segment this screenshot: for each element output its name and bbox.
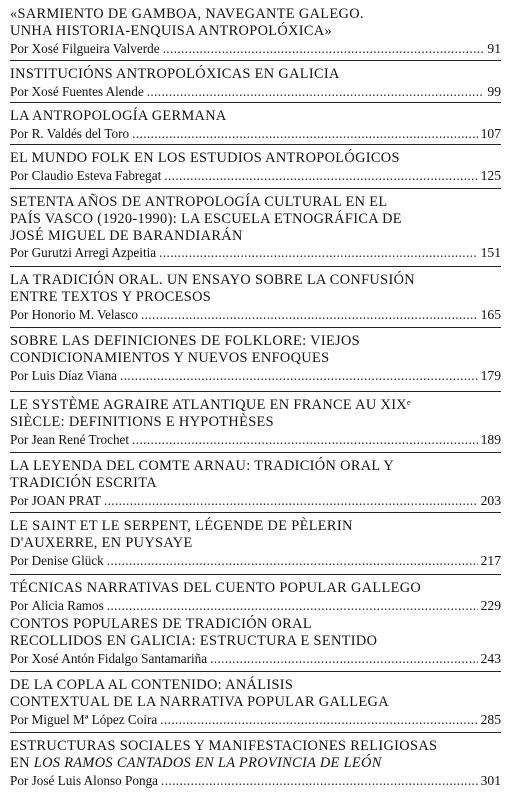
entry-title-line: TRADICIÓN ESCRITA bbox=[10, 474, 157, 491]
dot-leader bbox=[132, 125, 477, 143]
author-prefix: Por bbox=[10, 552, 29, 568]
entry-author-row bbox=[10, 650, 501, 668]
entry-page-number: 125 bbox=[480, 167, 501, 183]
entry-author: Xosé Filgueira Valverde bbox=[31, 40, 160, 56]
dot-leader bbox=[120, 367, 478, 385]
dot-leader bbox=[107, 597, 478, 615]
author-prefix: Por bbox=[10, 245, 29, 261]
toc-entry bbox=[10, 738, 501, 790]
entry-title-line: UNHA HISTORIA-ENQUISA ANTROPOLÓXICA» bbox=[10, 22, 333, 39]
entry-title-line: LE SAINT ET LE SERPENT, LÉGENDE DE PÈLERIN bbox=[10, 518, 353, 534]
entry-title-line: SIÈCLE: DEFINITIONS E HYPOTHÈSES bbox=[10, 413, 274, 430]
entry-page-number: 99 bbox=[487, 83, 501, 99]
toc-entry bbox=[10, 66, 501, 101]
entry-page-number: 301 bbox=[480, 772, 501, 788]
toc-entry bbox=[10, 518, 501, 570]
toc-entry bbox=[10, 677, 501, 729]
entry-author: Alicia Ramos bbox=[31, 597, 104, 613]
entry-author-row bbox=[10, 492, 501, 510]
entry-author-row bbox=[10, 125, 501, 143]
dot-leader bbox=[141, 306, 478, 324]
entry-title-line: PAÍS VASCO (1920-1990): LA ESCUELA ETNOGRÁFICA DE bbox=[10, 210, 402, 227]
author-prefix: Por bbox=[10, 431, 29, 447]
entry-title-line: TÉCNICAS NARRATIVAS DEL CUENTO POPULAR GALLEGO bbox=[10, 580, 422, 596]
entry-author-row bbox=[10, 367, 501, 385]
entry-author-row bbox=[10, 772, 501, 790]
entry-title-line: ESTRUCTURAS SOCIALES Y MANIFESTACIONES RELIGIOSAS bbox=[10, 738, 438, 754]
entry-page-number: 243 bbox=[480, 650, 501, 666]
entry-title-line: EL MUNDO FOLK EN LOS ESTUDIOS ANTROPOLÓGICOS bbox=[10, 150, 400, 166]
author-prefix: Por bbox=[10, 367, 29, 383]
toc-entry bbox=[10, 272, 501, 324]
dot-leader bbox=[163, 40, 485, 58]
toc-entry bbox=[10, 458, 501, 510]
entry-author-row bbox=[10, 244, 501, 262]
entry-title-line: CONDICIONAMIENTOS Y NUEVOS ENFOQUES bbox=[10, 349, 330, 366]
entry-author: José Luis Alonso Ponga bbox=[31, 772, 159, 788]
toc-entry bbox=[10, 150, 501, 185]
author-prefix: Por bbox=[10, 167, 29, 183]
dot-leader bbox=[107, 552, 478, 570]
author-prefix: Por bbox=[10, 492, 29, 508]
author-prefix: Por bbox=[10, 772, 29, 788]
entry-title-line: INSTITUCIÓNS ANTROPOLÓXICAS EN GALICIA bbox=[10, 66, 340, 82]
entry-page-number: 217 bbox=[480, 552, 501, 568]
entry-author: Miguel Mª López Coira bbox=[31, 711, 158, 727]
entry-page-number: 165 bbox=[480, 306, 501, 322]
toc-entry bbox=[10, 333, 501, 385]
author-prefix: Por bbox=[10, 597, 29, 613]
dot-leader bbox=[160, 711, 477, 729]
entry-page-number: 229 bbox=[480, 597, 501, 613]
entry-author: Xosé Fuentes Alende bbox=[31, 83, 144, 99]
dot-leader bbox=[161, 772, 478, 790]
author-prefix: Por bbox=[10, 40, 29, 56]
toc-entry bbox=[10, 6, 501, 58]
entry-author: Honorio M. Velasco bbox=[31, 306, 138, 322]
entry-author-row bbox=[10, 711, 501, 729]
entry-author-row bbox=[10, 83, 501, 101]
author-prefix: Por bbox=[10, 306, 29, 322]
entry-author: Jean René Trochet bbox=[31, 431, 130, 447]
entry-page-number: 91 bbox=[487, 40, 501, 56]
dot-leader bbox=[104, 492, 478, 510]
entry-author-row bbox=[10, 597, 501, 615]
entry-title-line: ENTRE TEXTOS Y PROCESOS bbox=[10, 288, 212, 305]
author-prefix: Por bbox=[10, 650, 29, 666]
entry-author: Luis Díaz Viana bbox=[31, 367, 118, 383]
entry-title-line: LA ANTROPOLOGÍA GERMANA bbox=[10, 108, 227, 124]
entry-title-line: LE SYSTÈME AGRAIRE ATLANTIQUE EN FRANCE AU XIXᵉ bbox=[10, 397, 412, 413]
entry-author-row bbox=[10, 431, 501, 449]
entry-title-line bbox=[10, 755, 499, 772]
entry-title-line: «SARMIENTO DE GAMBOA, NAVEGANTE GALEGO. bbox=[10, 6, 364, 22]
entry-author-row bbox=[10, 40, 501, 58]
dot-leader bbox=[210, 650, 478, 668]
author-prefix: Por bbox=[10, 711, 29, 727]
entry-page-number: 179 bbox=[480, 367, 501, 383]
entry-author: JOAN PRAT bbox=[31, 492, 101, 508]
entry-author-row bbox=[10, 552, 501, 570]
entry-author: Claudio Esteva Fabregat bbox=[31, 167, 162, 183]
dot-leader bbox=[132, 431, 478, 449]
entry-title-line: RECOLLIDOS EN GALICIA: ESTRUCTURA E SENTIDO bbox=[10, 632, 378, 649]
entry-author-row bbox=[10, 167, 501, 185]
entry-title-line: LA LEYENDA DEL COMTE ARNAU: TRADICIÓN ORAL Y bbox=[10, 458, 395, 474]
entry-page-number: 107 bbox=[480, 125, 501, 141]
dot-leader bbox=[159, 244, 477, 262]
entry-author: R. Valdés del Toro bbox=[31, 125, 130, 141]
entry-page-number: 151 bbox=[480, 245, 501, 261]
toc-entry bbox=[10, 194, 501, 262]
toc-entry bbox=[10, 616, 501, 668]
entry-page-number: 203 bbox=[480, 492, 501, 508]
dot-leader bbox=[147, 83, 485, 101]
entry-page-number: 285 bbox=[480, 711, 501, 727]
toc-entry bbox=[10, 108, 501, 143]
dot-leader bbox=[164, 167, 477, 185]
entry-title-line: SOBRE LAS DEFINICIONES DE FOLKLORE: VIEJOS bbox=[10, 333, 360, 349]
entry-title-line: DE LA COPLA AL CONTENIDO: ANÁLISIS bbox=[10, 677, 294, 693]
entry-title-line-start: EN bbox=[10, 754, 34, 771]
entry-author: Gurutzi Arregi Azpeitia bbox=[31, 245, 157, 261]
entry-author: Denise Glück bbox=[31, 552, 104, 568]
author-prefix: Por bbox=[10, 83, 29, 99]
entry-title-line: LA TRADICIÓN ORAL. UN ENSAYO SOBRE LA CONFUSIÓN bbox=[10, 272, 415, 288]
toc-entry bbox=[10, 397, 501, 449]
entry-title-line: D'AUXERRE, EN PUYSAYE bbox=[10, 534, 193, 551]
entry-title-line: CONTEXTUAL DE LA NARRATIVA POPULAR GALLEGA bbox=[10, 693, 389, 710]
entry-title-italic-part: LOS RAMOS CANTADOS EN LA PROVINCIA DE LEÓN bbox=[33, 754, 382, 771]
author-prefix: Por bbox=[10, 125, 29, 141]
entry-author: Xosé Antón Fidalgo Santamariña bbox=[31, 650, 208, 666]
entry-page-number: 189 bbox=[480, 431, 501, 447]
entry-title-line: CONTOS POPULARES DE TRADICIÓN ORAL bbox=[10, 616, 312, 632]
toc-entry bbox=[10, 580, 501, 615]
entry-title-line: SETENTA AÑOS DE ANTROPOLOGÍA CULTURAL EN EL bbox=[10, 194, 388, 210]
entry-title-line: JOSÉ MIGUEL DE BARANDIARÁN bbox=[10, 227, 243, 244]
entry-author-row bbox=[10, 306, 501, 324]
